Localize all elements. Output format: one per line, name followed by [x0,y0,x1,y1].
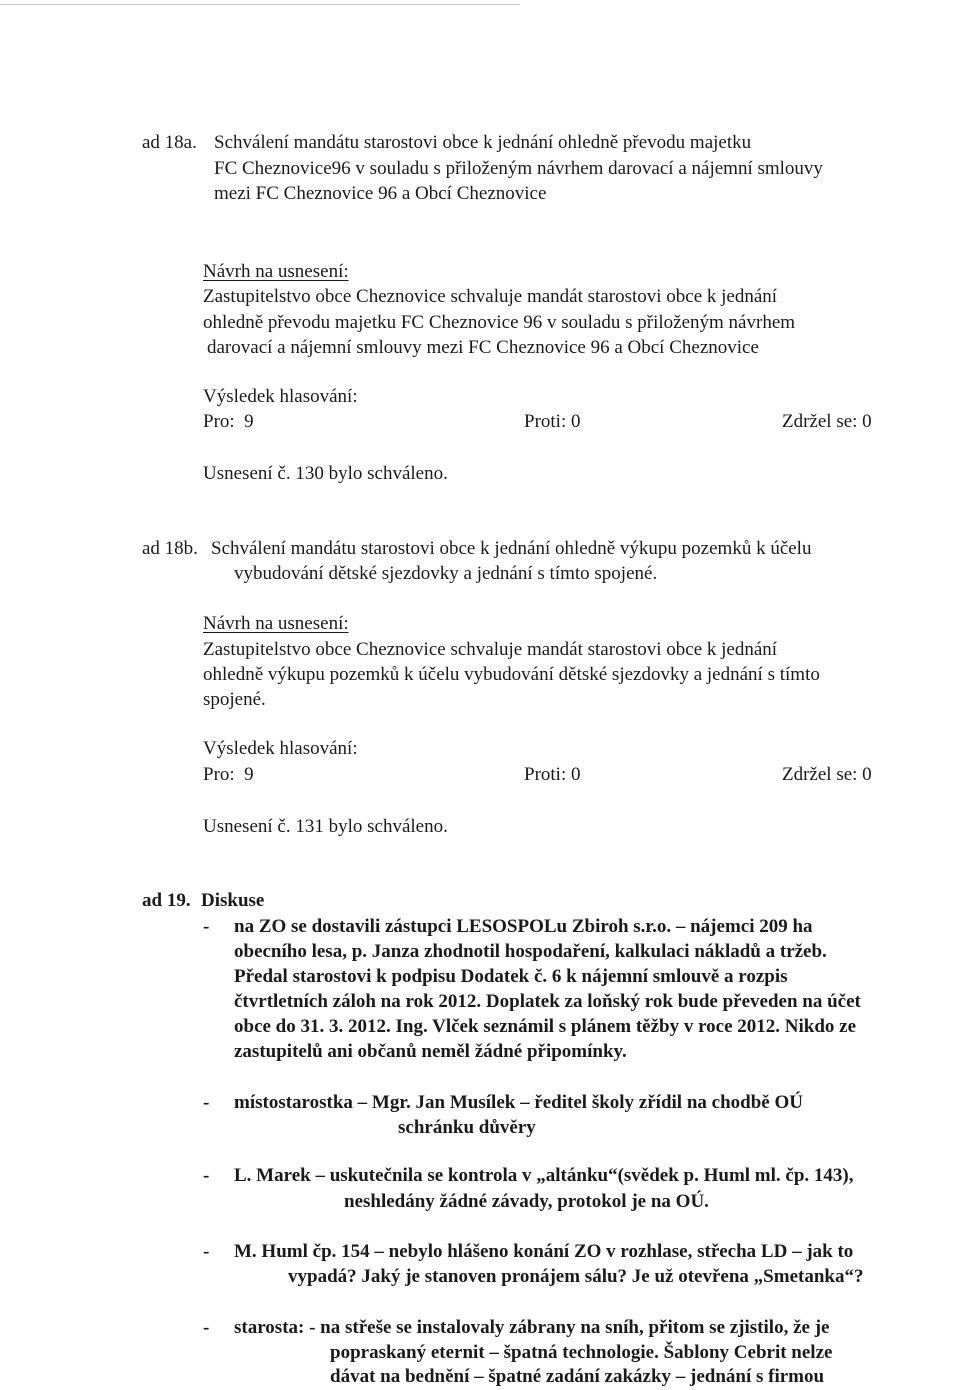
discussion-line: na ZO se dostavili zástupci LESOSPOLu Zbiroh s.r.o. – nájemci 209 ha [234,916,813,937]
vote-proti: Proti: 0 [524,764,581,785]
proposal-line: ohledně výkupu pozemků k účelu vybudování dětské sjezdovky a jednání s tímto [203,664,820,685]
vote-proti: Proti: 0 [524,411,581,432]
discussion-line: dávat na bednění – špatné zadání zakázky – jednání s firmou [330,1366,825,1387]
bullet-dash: - [203,1241,210,1262]
vote-pro: Pro: 9 [203,411,254,432]
bullet-dash: - [203,1165,210,1186]
resolution-text: Usnesení č. 130 bylo schváleno. [203,463,448,484]
bullet-dash: - [203,916,210,937]
discussion-line: popraskaný eternit – špatná technologie. Šablony Cebrit nelze [330,1342,833,1363]
discussion-line: L. Marek – uskutečnila se kontrola v „altánku“(svědek p. Huml ml. čp. 143), [234,1165,854,1186]
section-title: Diskuse [201,890,265,911]
discussion-line: schránku důvěry [398,1117,536,1138]
discussion-line: obecního lesa, p. Janza zhodnotil hospodaření, kalkulaci nákladů a tržeb. [234,941,827,962]
discussion-line: obce do 31. 3. 2012. Ing. Vlček seznámil s plánem těžby v roce 2012. Nikdo ze [234,1016,857,1037]
section-label: ad 18b. [142,538,198,559]
vote-zdrzel: Zdržel se: 0 [782,764,872,785]
proposal-line: ohledně převodu majetku FC Cheznovice 96 v souladu s přiloženým návrhem [203,312,796,333]
proposal-line: Zastupitelstvo obce Cheznovice schvaluje mandát starostovi obce k jednání [203,286,778,307]
discussion-line: čtvrtletních záloh na rok 2012. Doplatek za loňský rok bude převeden na účet [234,991,861,1012]
discussion-line: neshledány žádné závady, protokol je na OÚ. [344,1191,709,1212]
discussion-line: zastupitelů ani občanů neměl žádné připomínky. [234,1041,627,1062]
discussion-line: starosta: - na střeše se instalovaly zábrany na sníh, přitom se zjistilo, že je [234,1317,830,1338]
section-title-line: mezi FC Cheznovice 96 a Obcí Cheznovice [214,183,547,204]
section-title-line: vybudování dětské sjezdovky a jednání s tímto spojené. [234,563,658,584]
scan-artifact-line [0,4,520,5]
vote-heading: Výsledek hlasování: [203,738,358,759]
discussion-line: Předal starostovi k podpisu Dodatek č. 6 k nájemní smlouvě a rozpis [234,966,788,987]
bullet-dash: - [203,1317,210,1338]
resolution-text: Usnesení č. 131 bylo schváleno. [203,816,448,837]
proposal-line: spojené. [203,689,266,710]
section-title-line: Schválení mandátu starostovi obce k jednání ohledně převodu majetku [214,132,752,153]
section-label: ad 19. [142,890,191,911]
proposal-heading: Návrh na usnesení: [203,261,349,282]
discussion-line: místostarostka – Mgr. Jan Musílek – ředitel školy zřídil na chodbě OÚ [234,1092,803,1113]
discussion-line: vypadá? Jaký je stanoven pronájem sálu? Je už otevřena „Smetanka“? [288,1266,864,1287]
section-title-line: Schválení mandátu starostovi obce k jednání ohledně výkupu pozemků k účelu [211,538,812,559]
vote-heading: Výsledek hlasování: [203,386,358,407]
vote-zdrzel: Zdržel se: 0 [782,411,872,432]
section-title-line: FC Cheznovice96 v souladu s přiloženým návrhem darovací a nájemní smlouvy [214,158,823,179]
section-label: ad 18a. [142,132,197,153]
proposal-line: Zastupitelstvo obce Cheznovice schvaluje mandát starostovi obce k jednání [203,639,778,660]
proposal-heading: Návrh na usnesení: [203,613,349,634]
proposal-line: darovací a nájemní smlouvy mezi FC Cheznovice 96 a Obcí Cheznovice [207,337,759,358]
bullet-dash: - [203,1092,210,1113]
discussion-line: M. Huml čp. 154 – nebylo hlášeno konání ZO v rozhlase, střecha LD – jak to [234,1241,854,1262]
vote-pro: Pro: 9 [203,764,254,785]
